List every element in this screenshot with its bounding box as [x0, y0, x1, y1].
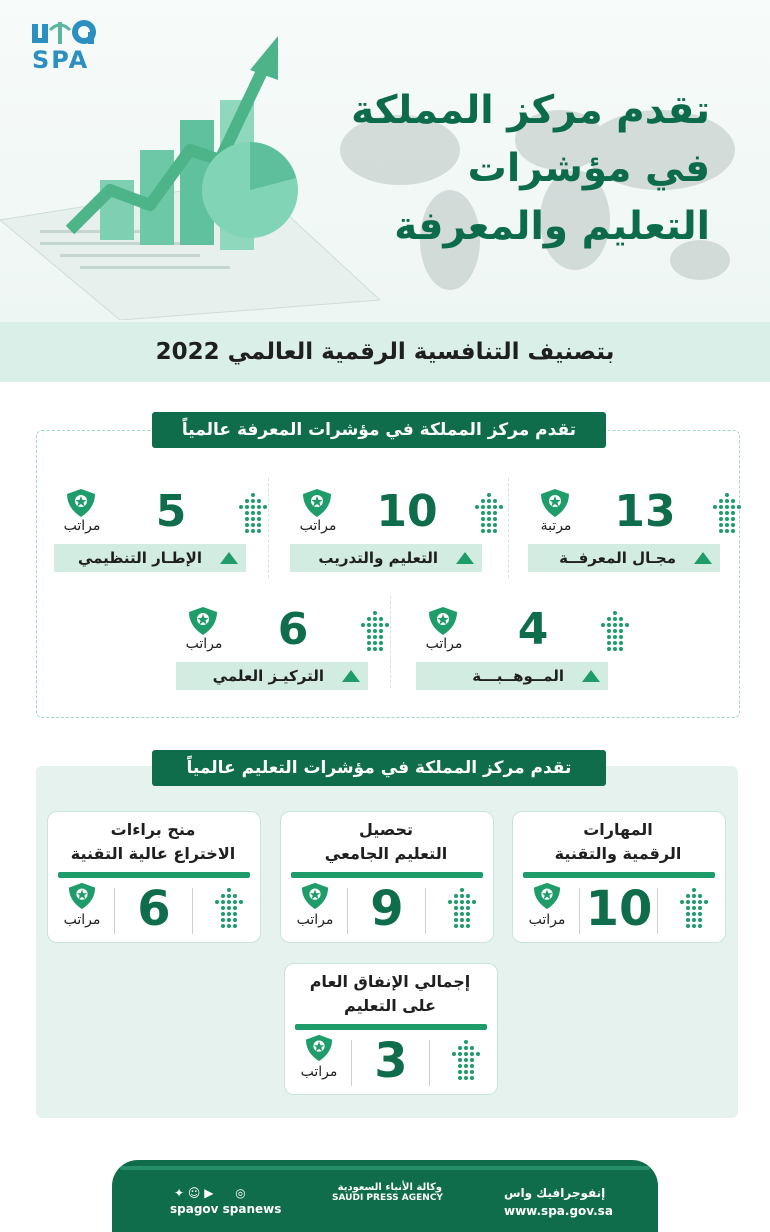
knowledge-item-label-bar [528, 544, 720, 572]
dotted-up-arrow-icon [445, 886, 479, 930]
knowledge-item-label: مجـال المعرفــة [559, 549, 676, 567]
label-line: منح براءات [110, 820, 196, 839]
knowledge-item-label: الإطـار التنظيمي [77, 549, 202, 567]
label-line: إجمالي الإنفاق العام [309, 972, 471, 991]
up-triangle-icon [582, 670, 600, 682]
dotted-up-arrow-icon [598, 610, 632, 652]
education-card-public-spending [284, 963, 498, 1095]
star-shield-badge-icon [536, 488, 574, 518]
knowledge-item-value: 10 [376, 486, 438, 537]
star-shield-badge-icon [62, 488, 100, 518]
knowledge-item-unit: مراتب [63, 518, 101, 534]
social-handles[interactable]: spagov spanews [170, 1202, 282, 1216]
social-icons [174, 1186, 246, 1200]
title-line-1: تقدم مركز المملكة [351, 88, 710, 133]
label-line: تحصيل [358, 820, 414, 839]
divider [351, 1040, 352, 1086]
knowledge-item-unit: مرتبة [540, 518, 572, 534]
dotted-up-arrow-icon [212, 886, 246, 930]
knowledge-section-title: تقدم مركز المملكة في مؤشرات المعرفة عالمياً [152, 412, 606, 448]
label-line: على التعليم [344, 996, 436, 1015]
spa-logo-text: SPA [32, 46, 90, 74]
knowledge-item-regulatory-framework [54, 486, 276, 586]
footer-agency-ar: وكالة الأنباء السعودية [337, 1182, 442, 1193]
knowledge-item-label: التركيـز العلمي [212, 667, 324, 685]
knowledge-item-value: 5 [155, 486, 187, 537]
up-triangle-icon [694, 552, 712, 564]
knowledge-item-unit: مراتب [425, 636, 463, 652]
knowledge-item-value: 4 [517, 604, 549, 655]
divider [425, 888, 426, 934]
knowledge-item-value: 6 [277, 604, 309, 655]
subtitle-text: بتصنيف التنافسية الرقمية العالمي 2022 [155, 339, 615, 365]
dotted-up-arrow-icon [472, 492, 506, 534]
star-shield-badge-icon [529, 882, 565, 910]
title-line-3: التعليم والمعرفة [394, 204, 710, 249]
knowledge-item-knowledge-field [528, 486, 750, 586]
knowledge-item-label: المــوهــبـــة [472, 667, 564, 685]
youtube-icon[interactable]: ▶ [204, 1186, 214, 1200]
education-card-label [291, 970, 489, 1022]
education-section-title: تقدم مركز المملكة في مؤشرات التعليم عالمياً [152, 750, 606, 786]
education-card-value: 9 [370, 881, 404, 937]
knowledge-item-label-bar [54, 544, 246, 572]
education-card-unit: مراتب [296, 912, 334, 928]
up-triangle-icon [456, 552, 474, 564]
dotted-up-arrow-icon [236, 492, 270, 534]
label-line: المهارات [583, 820, 653, 839]
education-card-unit: مراتب [63, 912, 101, 928]
education-card-unit: مراتب [300, 1064, 338, 1080]
snapchat-icon[interactable]: ☺ [187, 1186, 201, 1200]
footer-spa-logo [332, 1182, 442, 1203]
star-shield-badge-icon [64, 882, 100, 910]
education-card-unit: مراتب [528, 912, 566, 928]
education-card-university-attainment [280, 811, 494, 943]
star-shield-badge-icon [424, 606, 462, 636]
dotted-up-arrow-icon [449, 1038, 483, 1082]
education-card-value: 3 [374, 1033, 408, 1089]
label-line: الرقمية والتقنية [554, 844, 682, 863]
footer-website-link[interactable]: www.spa.gov.sa [504, 1204, 613, 1218]
education-card-label [519, 818, 717, 870]
star-shield-badge-icon [184, 606, 222, 636]
divider [429, 1040, 430, 1086]
divider [114, 888, 115, 934]
divider [347, 888, 348, 934]
knowledge-item-talent [416, 604, 638, 704]
education-card-digital-skills [512, 811, 726, 943]
knowledge-item-value: 13 [614, 486, 676, 537]
title-line-2: في مؤشرات [467, 146, 710, 191]
knowledge-item-label: التعليم والتدريب [318, 549, 438, 567]
education-card-label [54, 818, 252, 870]
instagram-icon[interactable]: ◎ [235, 1186, 246, 1200]
page-title [340, 82, 710, 256]
label-line: الاختراع عالية التقنية [70, 844, 236, 863]
education-card-label [287, 818, 485, 870]
star-shield-badge-icon [298, 488, 336, 518]
up-triangle-icon [220, 552, 238, 564]
footer-agency-en: SAUDI PRESS AGENCY [332, 1193, 443, 1203]
knowledge-item-label-bar [176, 662, 368, 690]
star-shield-badge-icon [297, 882, 333, 910]
education-card-value: 6 [137, 881, 171, 937]
knowledge-item-label-bar [290, 544, 482, 572]
footer-infographic-label: إنفوجرافيك واس [504, 1186, 606, 1200]
label-line: التعليم الجامعي [324, 844, 448, 863]
knowledge-item-scientific-concentration [176, 604, 398, 704]
divider [579, 888, 580, 934]
dotted-up-arrow-icon [710, 492, 744, 534]
divider [657, 888, 658, 934]
dotted-up-arrow-icon [677, 886, 711, 930]
footer-bar [112, 1160, 658, 1232]
up-triangle-icon [342, 670, 360, 682]
knowledge-item-unit: مراتب [185, 636, 223, 652]
education-card-high-tech-patents [47, 811, 261, 943]
hero-banner [0, 0, 770, 322]
dotted-up-arrow-icon [358, 610, 392, 652]
twitter-icon[interactable]: ✦ [174, 1186, 185, 1200]
divider [192, 888, 193, 934]
education-card-value: 10 [585, 881, 653, 937]
star-shield-badge-icon [301, 1034, 337, 1062]
knowledge-item-education-training [290, 486, 512, 586]
spa-logo [28, 20, 108, 72]
knowledge-item-unit: مراتب [299, 518, 337, 534]
knowledge-item-label-bar [416, 662, 608, 690]
